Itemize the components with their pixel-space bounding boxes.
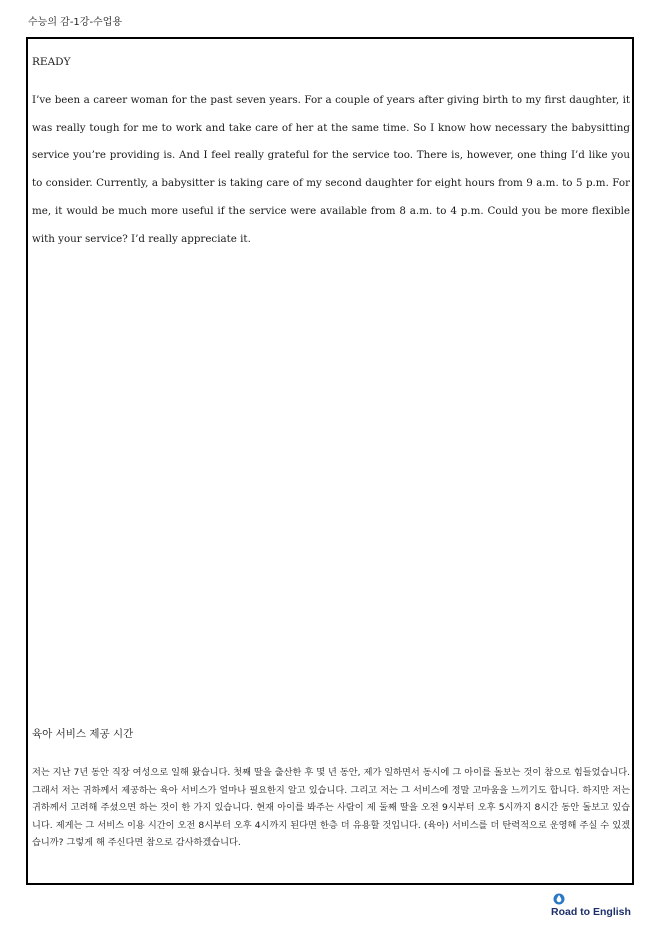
english-passage: I’ve been a career woman for the past seven years. For a couple of years after giving birth to my first daughter, it was really tough for me to work and take care of her at the same time. So I know how necessary the babysitting service you’re providing is. And I feel really grateful for the service too. There is, however, one thing I’d like you to consider. Currently, a babysitter is taking care of my second daughter for eight hours from 9 a.m. to 5 p.m. For me, it would be much more useful if the service were available from 8 a.m. to 4 p.m. Could you be more flexible with your service? I’d really appreciate it. [32, 94, 630, 245]
content-frame [26, 37, 634, 885]
section-label-ready: READY [32, 56, 71, 68]
logo-text: Road to English [551, 906, 631, 918]
page-header-title: 수능의 감-1강-수업용 [28, 17, 123, 28]
water-drop-icon [553, 893, 565, 905]
translation-title: 육아 서비스 제공 시간 [32, 728, 134, 740]
korean-translation: 저는 지난 7년 동안 직장 여성으로 일해 왔습니다. 첫째 딸을 출산한 후 몇 년 동안, 제가 일하면서 동시에 그 아이를 돌보는 것이 참으로 힘들었습니다. 그래서 저는 귀하께서 제공하는 육아 서비스가 얼마나 필요한지 알고 있습니다. 그리고 저는 그 서비스에 정말 고마움을 느끼기도 합니다. 하지만 저는 귀하께서 고려해 주셨으면 하는 것이 한 가지 있습니다. 현재 아이를 봐주는 사람이 제 둘째 딸을 오전 9시부터 오후 5시까지 8시간 동안 돌보고 있습니다. 제게는 그 서비스 이용 시간이 오전 8시부터 오후 4시까지 된다면 한층 더 유용할 것입니다. (육아) 서비스를 더 탄력적으로 운영해 주실 수 있겠습니까? 그렇게 해 주신다면 참으로 감사하겠습니다. [32, 767, 630, 849]
road-to-english-logo [551, 891, 637, 921]
